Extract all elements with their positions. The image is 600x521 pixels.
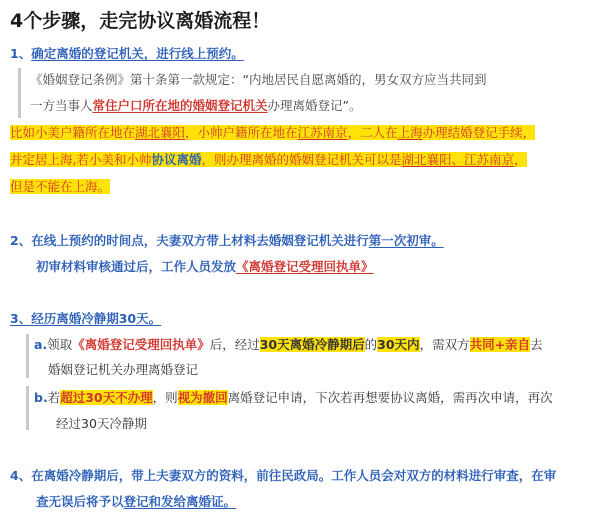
quote-bar: [18, 68, 21, 118]
step3-b-1: 若: [47, 390, 61, 405]
step2-l1-a: 2、在线上预约的时间点，夫妻双方带上材料去婚姻登记机关进行: [10, 233, 369, 248]
step2-line-2: [36, 258, 374, 276]
ex1-f: 上海: [397, 125, 423, 140]
ex2-a: 并定居上海,若小美和小帅: [10, 152, 152, 167]
ex2-d: 湖北襄阳、江苏南京: [401, 152, 515, 167]
step3-a-1: 领取: [47, 337, 73, 352]
quote-line2-c: 办理离婚登记”。: [267, 98, 362, 113]
quote-line2-a: 一方当事人: [30, 98, 93, 113]
step3-a-2: 《离婚登记受理回执单》: [72, 337, 210, 352]
step3-a-line-1: [34, 336, 543, 354]
step3-a-marker: a.: [34, 337, 48, 352]
step2-l1-b: 第一次初审。: [368, 233, 444, 248]
ex1-b: 湖北襄阳: [135, 125, 186, 140]
step4-line-2: [36, 493, 236, 511]
step3-a-6: 30天内: [377, 337, 420, 352]
step4-l2-a: 查无误后将予以: [36, 494, 124, 509]
ex1-a: 比如小美户籍所在地在: [10, 125, 136, 140]
ex1-c: ，小帅户籍所在地在: [185, 125, 298, 140]
step2-l2-a: 初审材料审核通过后，工作人员发放: [36, 259, 237, 274]
step3-a-3: 后，经过: [209, 337, 260, 352]
step3-b-marker: b.: [34, 390, 48, 405]
ex3: 但是不能在上海。: [10, 179, 111, 194]
quote-line-1: 《婚姻登记条例》第十条第一款规定：“内地居民自愿离婚的，男女双方应当共同到: [30, 72, 487, 87]
step1-text-a: 确定离婚的登记机关，: [31, 46, 157, 61]
step3-a-4: 30天离婚冷静期后: [259, 337, 365, 352]
step3-a-8: 共同+亲自: [469, 337, 531, 352]
step3-a-line-2: 婚姻登记机关办理离婚登记: [48, 362, 199, 377]
step1-text-b: 进行线上预约。: [156, 46, 244, 61]
step2-line-1: [10, 232, 444, 250]
step4-line-1: 4、在离婚冷静期后，带上夫妻双方的资料，前往民政局。工作人员会对双方的材料进行审查，在审: [10, 468, 557, 483]
mark-bar-a: [26, 334, 29, 378]
step4-l2-b: 登记和发给离婚证。: [123, 494, 237, 509]
ex1-d: 江苏南京: [297, 125, 348, 140]
step3-a-9: 去: [530, 337, 543, 352]
step3-b-5: 离婚登记申请，下次若再想要协议离婚，需再次申请，再次: [227, 390, 553, 405]
step3-a-5: 的: [364, 337, 378, 352]
ex2-c: ，则办理离婚的婚姻登记机关可以是: [201, 152, 402, 167]
step3-a-7: ，需双方: [419, 337, 470, 352]
example-line-1: [10, 124, 535, 142]
quote-line2-b: 常住户口所在地的婚姻登记机关: [92, 98, 268, 113]
page-title: 4个步骤，走完协议离婚流程！: [10, 10, 271, 32]
example-line-3: [10, 178, 110, 196]
mark-bar-b: [26, 386, 29, 430]
ex1-g: 办理结婚登记手续，: [422, 125, 536, 140]
ex2-e: ，: [514, 152, 527, 167]
step2-l2-b: 《离婚登记受理回执单》: [236, 259, 374, 274]
step3-b-2: 超过30天不办理: [60, 390, 153, 405]
ex1-e: ，二人在: [347, 125, 398, 140]
step3-b-4: 视为撤回: [177, 390, 228, 405]
step3-b-line-1: [34, 389, 553, 407]
step3-heading: 3、经历离婚冷静期30天。: [10, 311, 162, 326]
quote-line-2: [30, 97, 362, 115]
step3-b-line-2: 经过30天冷静期: [56, 416, 147, 431]
ex2-b: 协议离婚: [151, 152, 202, 167]
step3-b-3: ，则: [152, 390, 178, 405]
example-line-2: [10, 151, 527, 169]
step1-prefix: 1、: [10, 46, 32, 61]
step1-heading: [10, 45, 244, 63]
